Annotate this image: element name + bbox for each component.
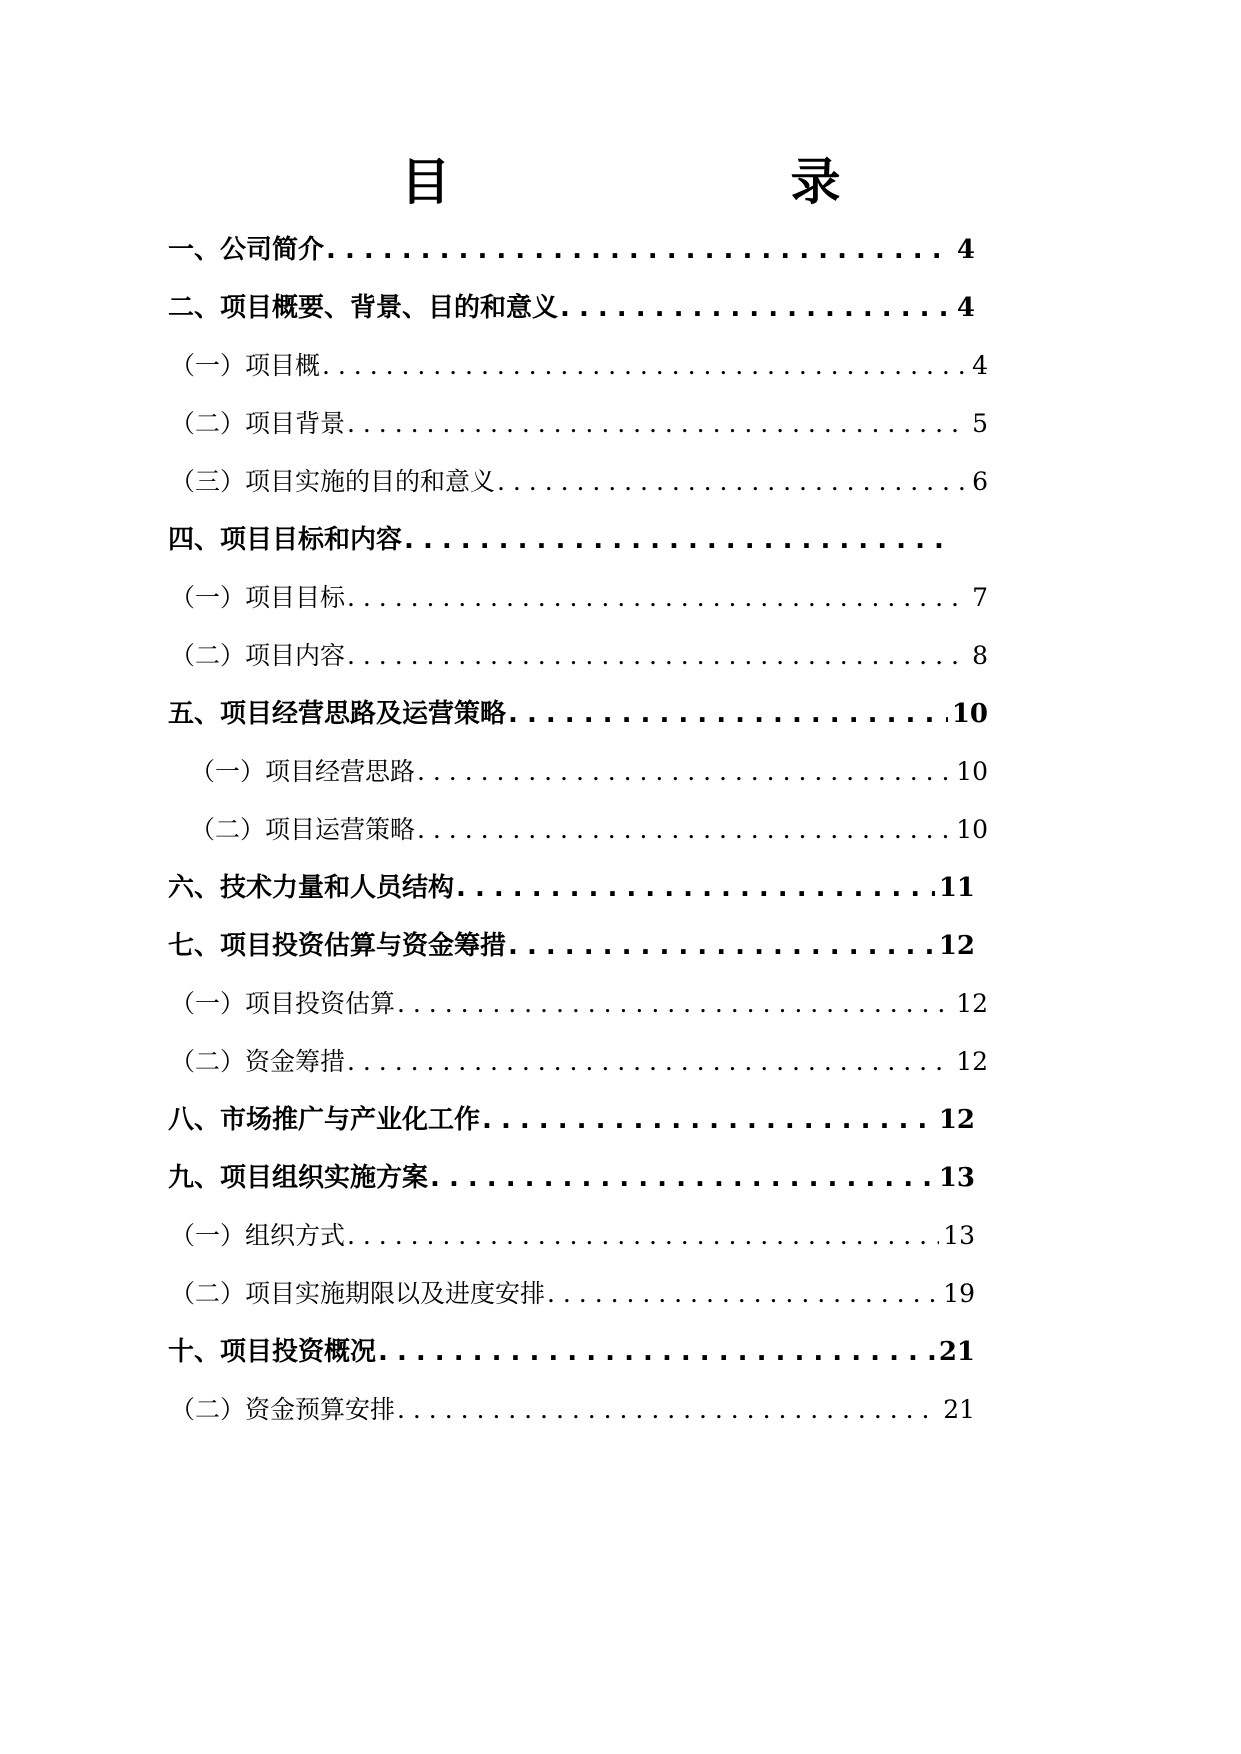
toc-entry-text: （二）资金筹措 [170, 1047, 346, 1076]
toc-entry-text: （二）项目内容 [170, 641, 346, 670]
toc-entry[interactable] [170, 578, 988, 618]
toc-entry-text: 六、技术力量和人员结构 [168, 873, 455, 903]
toc-entry-text: （三）项目实施的目的和意义 [170, 467, 496, 496]
toc-leader-dots [347, 1042, 952, 1082]
toc-leader-dots [326, 230, 953, 270]
toc-entry-text: 五、项目经营思路及运营策略 [168, 699, 507, 729]
toc-leader-dots [497, 462, 968, 502]
toc-entry[interactable] [168, 1158, 975, 1198]
toc-entry-page: 12 [956, 989, 988, 1018]
toc-entry[interactable] [170, 346, 988, 386]
toc-entry-page: 6 [972, 467, 988, 496]
toc-entry-page: 21 [938, 1337, 975, 1367]
page-title: 目 录 [400, 153, 921, 211]
toc-leader-dots [417, 810, 952, 850]
toc-entry-page: 19 [943, 1279, 975, 1308]
toc-entry-page: 12 [938, 1105, 975, 1135]
toc-entry[interactable] [168, 230, 975, 270]
toc-entry[interactable] [190, 752, 988, 792]
toc-entry[interactable] [170, 404, 988, 444]
toc-entry-page: 10 [951, 699, 988, 729]
toc-leader-dots [560, 288, 953, 328]
toc-entry[interactable] [168, 288, 975, 328]
toc-leader-dots [397, 984, 952, 1024]
toc-entry-text: （二）资金预算安排 [170, 1395, 396, 1424]
toc-entry[interactable] [170, 462, 988, 502]
toc-entry-text: （一）项目投资估算 [170, 989, 396, 1018]
toc-leader-dots [456, 868, 935, 908]
toc-entry-page: 4 [956, 235, 975, 265]
toc-leader-dots [508, 694, 948, 734]
toc-leader-dots [404, 520, 954, 560]
toc-entry[interactable] [170, 1274, 975, 1314]
toc-leader-dots [482, 1100, 935, 1140]
toc-entry[interactable] [170, 984, 988, 1024]
toc-entry-page: 4 [956, 293, 975, 323]
toc-entry-page: 10 [956, 815, 988, 844]
toc-entry[interactable] [168, 1332, 975, 1372]
toc-entry-text: 一、公司简介 [168, 235, 325, 265]
toc-entry-page: 8 [972, 641, 988, 670]
toc-entry-text: 七、项目投资估算与资金筹措 [168, 931, 507, 961]
toc-leader-dots [417, 752, 952, 792]
toc-entry[interactable] [168, 868, 975, 908]
toc-entry[interactable] [170, 1390, 975, 1430]
toc-leader-dots [322, 346, 968, 386]
toc-entry[interactable] [168, 520, 958, 560]
toc-entry-page: 13 [938, 1163, 975, 1193]
toc-leader-dots [347, 636, 968, 676]
toc-entry-page: 4 [972, 351, 988, 380]
toc-entry-text: 二、项目概要、背景、目的和意义 [168, 293, 559, 323]
toc-leader-dots [547, 1274, 939, 1314]
toc-entry-text: （二）项目运营策略 [190, 815, 416, 844]
toc-entry-text: （二）项目背景 [170, 409, 346, 438]
toc-entry[interactable] [170, 1042, 988, 1082]
toc-entry[interactable] [190, 810, 988, 850]
toc-entry[interactable] [168, 1100, 975, 1140]
toc-entry-page: 11 [938, 873, 975, 903]
toc-entry-page: 12 [938, 931, 975, 961]
toc-leader-dots [347, 578, 968, 618]
toc-entry-text: 十、项目投资概况 [168, 1337, 377, 1367]
toc-leader-dots [430, 1158, 935, 1198]
toc-entry[interactable] [170, 1216, 975, 1256]
toc-leader-dots [347, 404, 968, 444]
toc-entry-page: 12 [956, 1047, 988, 1076]
toc-entry-text: （一）项目概 [170, 351, 321, 380]
toc-entry[interactable] [170, 636, 988, 676]
toc-entry-text: 四、项目目标和内容 [168, 525, 403, 555]
toc-entry-text: （二）项目实施期限以及进度安排 [170, 1279, 546, 1308]
toc-leader-dots [397, 1390, 939, 1430]
toc-entry-page: 13 [943, 1221, 975, 1250]
toc-entry-page: 7 [972, 583, 988, 612]
toc-leader-dots [347, 1216, 939, 1256]
toc-entry-page: 21 [943, 1395, 975, 1424]
toc-entry[interactable] [168, 694, 988, 734]
toc-entry-text: 九、项目组织实施方案 [168, 1163, 429, 1193]
toc-entry-text: 八、市场推广与产业化工作 [168, 1105, 481, 1135]
toc-leader-dots [378, 1332, 935, 1372]
toc-entry-text: （一）项目目标 [170, 583, 346, 612]
toc-entry-page: 5 [972, 409, 988, 438]
toc-entry-text: （一）组织方式 [170, 1221, 346, 1250]
toc-entry-text: （一）项目经营思路 [190, 757, 416, 786]
toc-entry-page: 10 [956, 757, 988, 786]
toc-entry[interactable] [168, 926, 975, 966]
toc-leader-dots [508, 926, 935, 966]
